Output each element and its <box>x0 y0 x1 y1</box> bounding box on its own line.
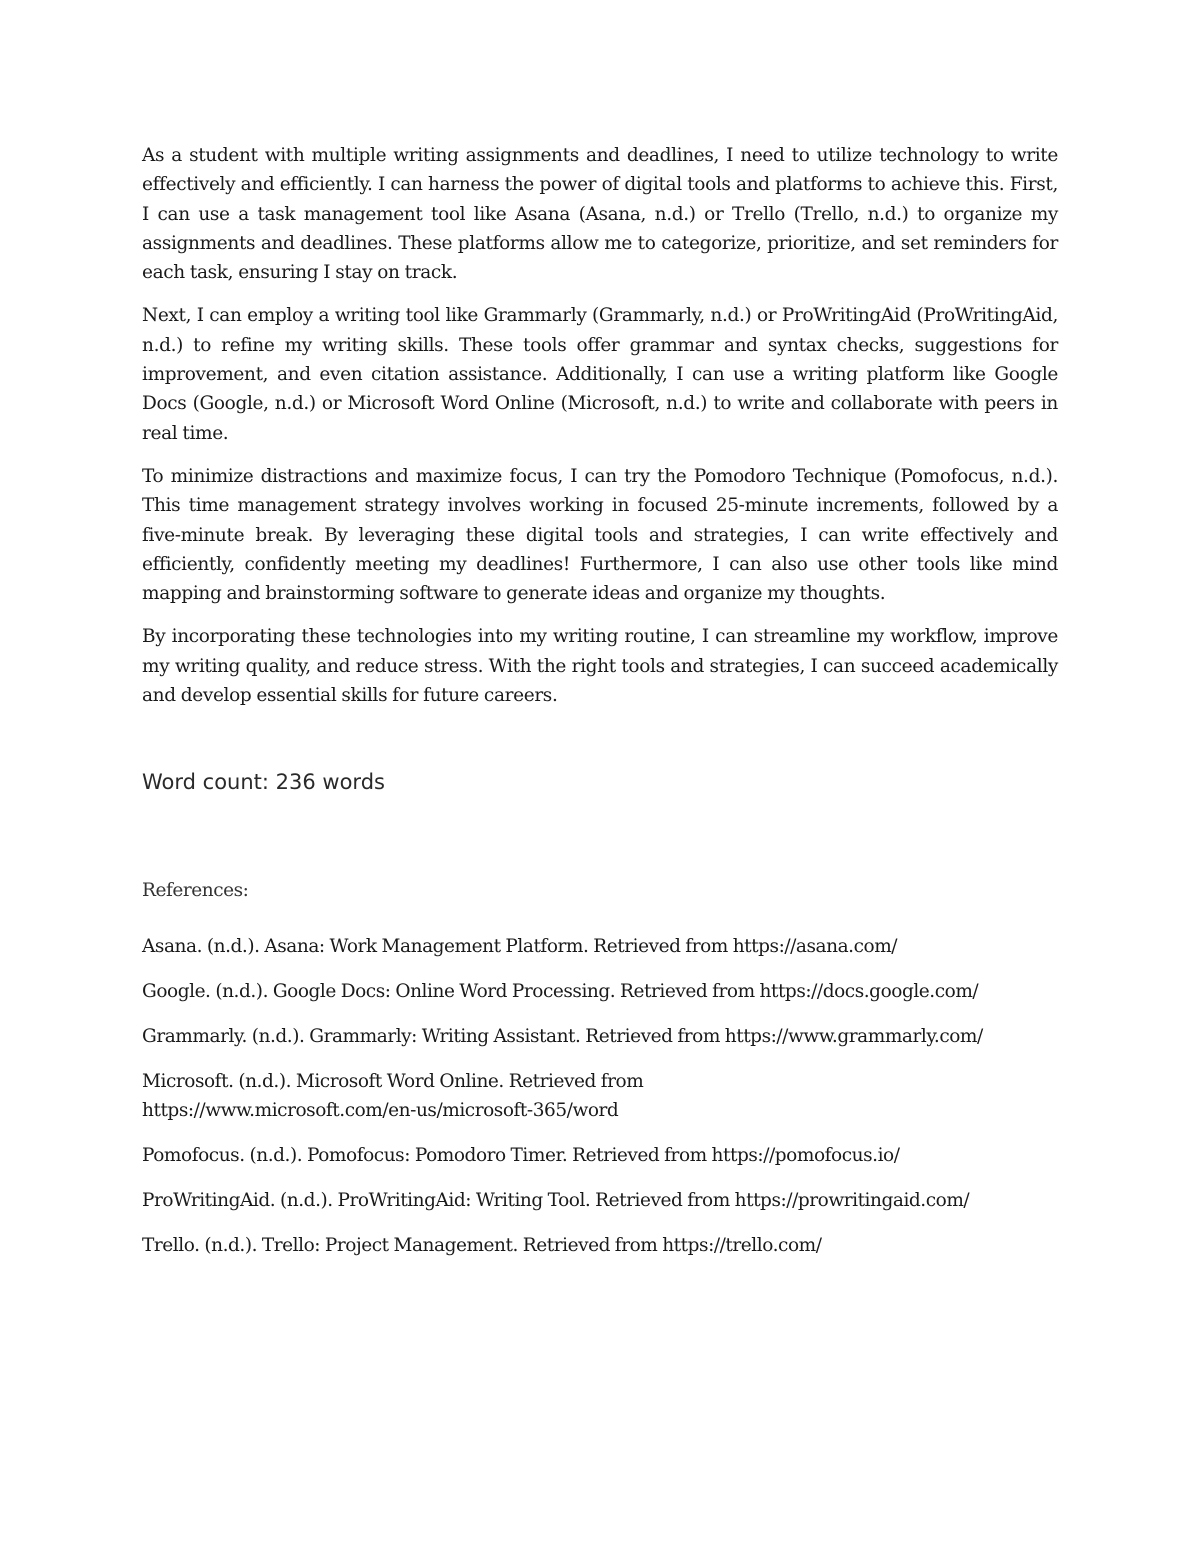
reference-item-prowritingaid: ProWritingAid. (n.d.). ProWritingAid: Writing Tool. Retrieved from https://prowritingaid.com/ <box>142 1190 970 1211</box>
paragraph-2: Next, I can employ a writing tool like Grammarly (Grammarly, n.d.) or ProWritingAid (ProWritingAid, n.d.) to refine my writing skills. These tools offer grammar and syntax checks, suggestions for improvement, and even citation assistance. Additionally, I can use a writing platform like Google Docs (Google, n.d.) or Microsoft Word Online (Microsoft, n.d.) to write and collaborate with peers in real time. <box>142 305 1058 444</box>
reference-item-google: Google. (n.d.). Google Docs: Online Word Processing. Retrieved from https://docs.google.com/ <box>142 981 979 1002</box>
reference-item-trello: Trello. (n.d.). Trello: Project Management. Retrieved from https://trello.com/ <box>142 1235 822 1256</box>
reference-item-grammarly: Grammarly. (n.d.). Grammarly: Writing Assistant. Retrieved from https://www.grammarly.com/ <box>142 1026 983 1047</box>
reference-item-asana: Asana. (n.d.). Asana: Work Management Platform. Retrieved from https://asana.com/ <box>142 936 898 957</box>
references-heading: References: <box>142 880 249 901</box>
paragraph-4: By incorporating these technologies into my writing routine, I can streamline my workflow, improve my writing quality, and reduce stress. With the right tools and strategies, I can succeed academically and develop essential skills for future careers. <box>142 626 1058 707</box>
document-body <box>142 141 1058 724</box>
reference-list <box>142 932 1082 1260</box>
paragraph-1: As a student with multiple writing assignments and deadlines, I need to utilize technology to write effectively and efficiently. I can harness the power of digital tools and platforms to achieve this. First, I can use a task management tool like Asana (Asana, n.d.) or Trello (Trello, n.d.) to organize my assignments and deadlines. These platforms allow me to categorize, prioritize, and set reminders for each task, ensuring I stay on track. <box>142 145 1058 284</box>
word-count: Word count: 236 words <box>142 770 385 794</box>
references-section <box>142 876 1082 1276</box>
reference-item-microsoft: Microsoft. (n.d.). Microsoft Word Online. Retrieved from https://www.microsoft.com/en-us/microsoft-365/word <box>142 1071 644 1121</box>
reference-item-pomofocus: Pomofocus. (n.d.). Pomofocus: Pomodoro Timer. Retrieved from https://pomofocus.io/ <box>142 1145 900 1166</box>
paragraph-3: To minimize distractions and maximize focus, I can try the Pomodoro Technique (Pomofocus, n.d.). This time management strategy involves working in focused 25-minute increments, followed by a five-minute break. By leveraging these digital tools and strategies, I can write effectively and efficiently, confidently meeting my deadlines! Furthermore, I can also use other tools like mind mapping and brainstorming software to generate ideas and organize my thoughts. <box>142 465 1058 605</box>
